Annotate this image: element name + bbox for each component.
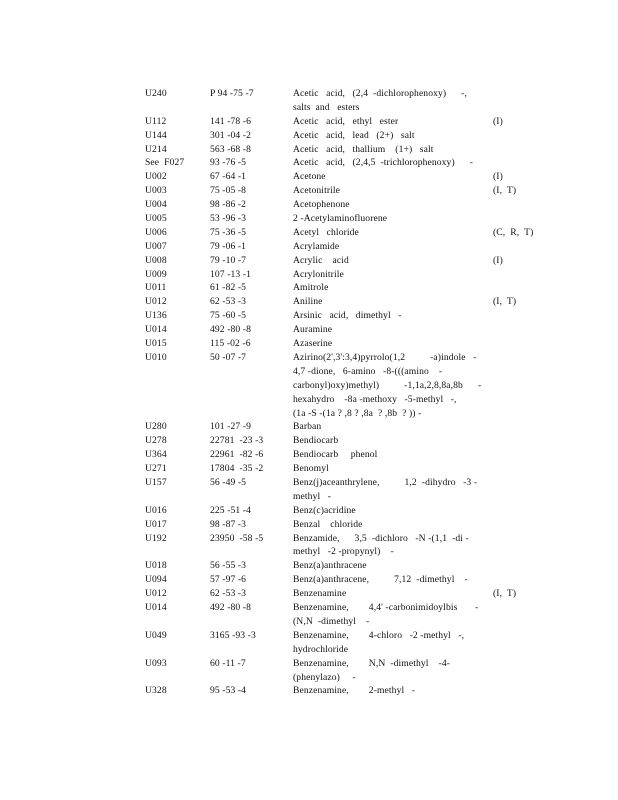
hazardous-waste-code: U006 <box>145 226 167 238</box>
cas-number: 62 -53 -3 <box>210 588 247 600</box>
table-row <box>0 573 618 587</box>
substance-name <box>293 629 464 657</box>
cas-number: P 94 -75 -7 <box>210 88 254 99</box>
cas-number: 75 -36 -5 <box>210 226 247 238</box>
substance-name <box>293 573 468 587</box>
hazardous-waste-code: U014 <box>145 324 167 336</box>
substance-name <box>293 323 332 337</box>
table-row <box>0 170 618 184</box>
cas-number: 115 -02 -6 <box>210 338 251 350</box>
hazardous-waste-code: U012 <box>145 588 167 600</box>
substance-name-line: Benz(c)acridine <box>293 504 356 516</box>
substance-name-line: Benzamide, 3,5 -dichloro -N -(1,1 -di - <box>293 532 469 544</box>
substance-name-line: Benzenamine, N,N -dimethyl -4- <box>293 657 451 669</box>
substance-name-line: methyl - <box>293 490 332 502</box>
table-row <box>0 143 618 157</box>
cas-number: 79 -06 -1 <box>210 240 247 252</box>
substance-name <box>293 448 377 462</box>
hazardous-waste-code: U018 <box>145 560 167 572</box>
cas-number: 75 -05 -8 <box>210 185 247 197</box>
substance-name-line: Acetic acid, (2,4 -dichlorophenoxy) -, <box>293 88 467 99</box>
substance-name <box>293 170 326 184</box>
hazard-code: (I) <box>493 254 503 266</box>
substance-name <box>293 254 349 268</box>
table-row <box>0 323 618 337</box>
substance-name-line: carbonyl)oxy)methyl) -1,1a,2,8,8a,8b - <box>293 379 482 391</box>
table-row <box>0 254 618 268</box>
cas-number: 79 -10 -7 <box>210 254 247 266</box>
cas-number: 225 -51 -4 <box>210 504 251 516</box>
substance-name-line: 4,7 -dione, 6-amino -8-(((amino - <box>293 365 443 377</box>
substance-name-line: hydrochloride <box>293 643 349 655</box>
table-row <box>0 351 618 421</box>
substance-name <box>293 476 477 504</box>
substance-name-line: Bendiocarb <box>293 435 339 447</box>
hazardous-waste-code: U144 <box>145 129 167 141</box>
cas-number: 62 -53 -3 <box>210 296 247 308</box>
table-row <box>0 129 618 143</box>
hazardous-waste-code: U280 <box>145 421 167 433</box>
cas-number: 98 -87 -3 <box>210 518 247 530</box>
substance-name-line: Benomyl <box>293 463 329 475</box>
substance-name-line: Acetonitrile <box>293 185 341 197</box>
substance-name <box>293 281 328 295</box>
hazardous-waste-code: See F027 <box>145 157 185 169</box>
table-row <box>0 226 618 240</box>
waste-code-table <box>0 87 618 698</box>
cas-number: 93 -76 -5 <box>210 157 247 169</box>
substance-name <box>293 518 362 532</box>
substance-name-line: salts and esters <box>293 101 360 113</box>
hazard-code: (I, T) <box>493 588 517 600</box>
substance-name-line: Amitrole <box>293 282 329 294</box>
hazardous-waste-code: U214 <box>145 143 167 155</box>
substance-name-line: (phenylazo) - <box>293 671 356 683</box>
hazardous-waste-code: U016 <box>145 504 167 516</box>
table-row <box>0 295 618 309</box>
hazardous-waste-code: U008 <box>145 254 167 266</box>
hazardous-waste-code: U012 <box>145 296 167 308</box>
hazardous-waste-code: U003 <box>145 185 167 197</box>
hazardous-waste-code: U364 <box>145 449 167 461</box>
cas-number: 101 -27 -9 <box>210 421 251 433</box>
substance-name-line: methyl -2 -propynyl) - <box>293 546 394 558</box>
cas-number: 75 -60 -5 <box>210 310 247 322</box>
substance-name <box>293 115 398 129</box>
substance-name <box>293 351 481 421</box>
hazardous-waste-code: U011 <box>145 282 167 294</box>
substance-name <box>293 420 321 434</box>
hazardous-waste-code: U005 <box>145 213 167 225</box>
hazardous-waste-code: U015 <box>145 338 167 350</box>
cas-number: 107 -13 -1 <box>210 268 251 280</box>
substance-name-line: Acrylonitrile <box>293 268 344 280</box>
cas-number: 60 -11 -7 <box>210 657 246 669</box>
substance-name <box>293 240 339 254</box>
substance-name-line: Acetic acid, ethyl ester <box>293 115 399 127</box>
cas-number: 22781 -23 -3 <box>210 435 264 447</box>
table-row <box>0 476 618 504</box>
table-row <box>0 420 618 434</box>
hazardous-waste-code: U192 <box>145 532 167 544</box>
table-row <box>0 532 618 560</box>
hazardous-waste-code: U094 <box>145 574 167 586</box>
hazard-code: (I) <box>493 115 503 127</box>
substance-name-line: Benz(j)aceanthrylene, 1,2 -dihydro -3 - <box>293 477 478 488</box>
table-row <box>0 684 618 698</box>
substance-name <box>293 559 367 573</box>
substance-name <box>293 684 415 698</box>
cas-number: 22961 -82 -6 <box>210 449 264 461</box>
substance-name-line: Benzenamine, 2-methyl - <box>293 685 416 697</box>
substance-name-line: Bendiocarb phenol <box>293 449 378 461</box>
substance-name-line: Acetic acid, lead (2+) salt <box>293 129 415 141</box>
table-row <box>0 504 618 518</box>
table-row <box>0 115 618 129</box>
hazardous-waste-code: U010 <box>145 351 167 363</box>
cas-number: 492 -80 -8 <box>210 602 251 614</box>
hazardous-waste-code: U009 <box>145 268 167 280</box>
table-row <box>0 518 618 532</box>
hazardous-waste-code: U017 <box>145 518 167 530</box>
hazardous-waste-code: U007 <box>145 240 167 252</box>
hazard-code: (I) <box>493 171 503 183</box>
cas-number: 141 -78 -6 <box>210 115 251 127</box>
substance-name <box>293 462 329 476</box>
substance-name-line: Acrylic acid <box>293 254 349 266</box>
substance-name-line: Barban <box>293 421 322 433</box>
table-row <box>0 434 618 448</box>
table-row <box>0 184 618 198</box>
cas-number: 301 -04 -2 <box>210 129 251 141</box>
table-row <box>0 448 618 462</box>
hazardous-waste-code: U112 <box>145 115 167 127</box>
hazardous-waste-code: U093 <box>145 657 167 669</box>
substance-name-line: Acetic acid, thallium (1+) salt <box>293 143 434 155</box>
substance-name-line: Azirino(2',3':3,4)pyrrolo(1,2 -a)indole - <box>293 351 477 363</box>
substance-name-line: Acetic acid, (2,4,5 -trichlorophenoxy) - <box>293 157 474 169</box>
substance-name-line: Benzenamine, 4-chloro -2 -methyl -, <box>293 629 465 641</box>
substance-name <box>293 587 346 601</box>
substance-name <box>293 504 356 518</box>
cas-number: 50 -07 -7 <box>210 351 247 363</box>
hazard-code: (C, R, T) <box>493 226 534 238</box>
table-row <box>0 309 618 323</box>
cas-number: 95 -53 -4 <box>210 685 247 697</box>
substance-name-line: Acrylamide <box>293 240 340 252</box>
hazardous-waste-code: U271 <box>145 463 167 475</box>
substance-name <box>293 129 415 143</box>
hazardous-waste-code: U002 <box>145 171 167 183</box>
hazardous-waste-code: U136 <box>145 310 167 322</box>
table-row <box>0 629 618 657</box>
substance-name-line: Benzenamine, 4,4' -carbonimidoylbis - <box>293 602 479 614</box>
substance-name <box>293 198 350 212</box>
table-row <box>0 240 618 254</box>
substance-name <box>293 226 359 240</box>
cas-number: 23950 -58 -5 <box>210 532 264 544</box>
substance-name-line: Aniline <box>293 296 323 308</box>
table-row <box>0 559 618 573</box>
cas-number: 98 -86 -2 <box>210 199 247 211</box>
substance-name-line: Acetyl chloride <box>293 226 359 238</box>
substance-name-line: Arsinic acid, dimethyl - <box>293 310 402 322</box>
substance-name <box>293 212 387 226</box>
table-row <box>0 281 618 295</box>
substance-name <box>293 143 434 157</box>
substance-name-line: hexahydro -8a -methoxy -5-methyl -, <box>293 393 457 405</box>
table-row <box>0 657 618 685</box>
substance-name-line: Benz(a)anthracene, 7,12 -dimethyl - <box>293 574 468 586</box>
table-row <box>0 337 618 351</box>
substance-name <box>293 601 478 629</box>
substance-name-line: Benzenamine <box>293 588 347 600</box>
substance-name <box>293 532 469 560</box>
cas-number: 56 -55 -3 <box>210 560 247 572</box>
substance-name-line: Benzal chloride <box>293 518 363 530</box>
substance-name <box>293 295 322 309</box>
substance-name-line: Azaserine <box>293 338 333 350</box>
cas-number: 61 -82 -5 <box>210 282 247 294</box>
substance-name <box>293 87 467 115</box>
substance-name-line: Auramine <box>293 324 333 336</box>
cas-number: 3165 -93 -3 <box>210 629 256 641</box>
cas-number: 53 -96 -3 <box>210 213 247 225</box>
substance-name-line: Acetone <box>293 171 326 183</box>
table-row <box>0 87 618 115</box>
substance-name-line: (1a -S -(1a ? ,8 ? ,8a ? ,8b ? )) - <box>293 407 422 419</box>
substance-name <box>293 657 450 685</box>
substance-name <box>293 184 340 198</box>
cas-number: 492 -80 -8 <box>210 324 251 336</box>
substance-name <box>293 268 344 282</box>
substance-name-line: 2 -Acetylaminofluorene <box>293 213 388 225</box>
cas-number: 563 -68 -8 <box>210 143 251 155</box>
hazardous-waste-code: U014 <box>145 602 167 614</box>
substance-name <box>293 337 332 351</box>
substance-name <box>293 434 338 448</box>
hazard-code: (I, T) <box>493 296 517 308</box>
substance-name <box>293 309 402 323</box>
hazardous-waste-code: U278 <box>145 435 167 447</box>
cas-number: 17804 -35 -2 <box>210 463 264 475</box>
table-row <box>0 601 618 629</box>
substance-name-line: Acetophenone <box>293 199 350 211</box>
table-row <box>0 212 618 226</box>
table-row <box>0 198 618 212</box>
table-row <box>0 587 618 601</box>
cas-number: 57 -97 -6 <box>210 574 247 586</box>
hazardous-waste-code: U328 <box>145 685 167 697</box>
hazardous-waste-code: U240 <box>145 88 167 99</box>
table-row <box>0 156 618 170</box>
substance-name-line: (N,N -dimethyl - <box>293 615 370 627</box>
substance-name-line: Benz(a)anthracene <box>293 560 367 572</box>
hazard-code: (I, T) <box>493 185 517 197</box>
hazardous-waste-code: U157 <box>145 477 167 488</box>
table-row <box>0 268 618 282</box>
hazardous-waste-code: U004 <box>145 199 167 211</box>
hazardous-waste-code: U049 <box>145 629 167 641</box>
table-row <box>0 462 618 476</box>
cas-number: 56 -49 -5 <box>210 477 247 488</box>
substance-name <box>293 156 473 170</box>
cas-number: 67 -64 -1 <box>210 171 247 183</box>
